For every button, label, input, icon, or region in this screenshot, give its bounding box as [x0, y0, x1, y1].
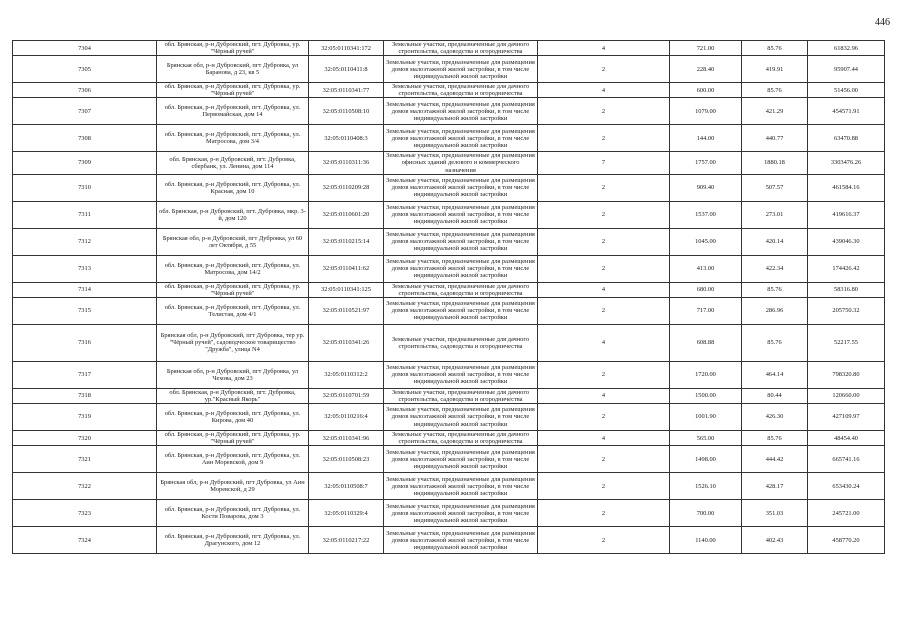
group-code-cell: 2	[538, 228, 670, 255]
cadastral-number-cell: 32:05:0110701:59	[309, 388, 384, 403]
cadastral-value-cell: 52217.55	[808, 324, 885, 361]
land-use-cell: Земельные участки, предназначенные для дачного строительства, садоводства и огородничества	[384, 282, 538, 297]
land-use-cell: Земельные участки, предназначенные для размещения домов малоэтажной жилой застройки, в том числе индивидуальной жилой застройки	[384, 361, 538, 388]
group-code-cell: 7	[538, 152, 670, 174]
address-cell: обл. Брянская, р-н Дубровский, пгт. Дубровка, ул. Телистая, дом 4/1	[157, 297, 309, 324]
group-code-cell: 2	[538, 255, 670, 282]
record-number: 7315	[13, 297, 157, 324]
record-number: 7321	[13, 446, 157, 473]
cadastral-number-cell: 32:05:0110411:62	[309, 255, 384, 282]
cadastral-value-cell: 174426.42	[808, 255, 885, 282]
specific-value-cell: 85.76	[742, 282, 808, 297]
specific-value-cell: 80.44	[742, 388, 808, 403]
cadastral-value-cell: 458770.20	[808, 527, 885, 554]
cadastral-number-cell: 32:05:0110341:77	[309, 83, 384, 98]
record-number: 7312	[13, 228, 157, 255]
cadastral-value-cell: 427109.97	[808, 404, 885, 431]
area-cell: 1720.00	[670, 361, 742, 388]
cadastral-value-cell: 95907.44	[808, 56, 885, 83]
cadastral-number-cell: 32:05:0110508:23	[309, 446, 384, 473]
cadastral-value-cell: 653430.24	[808, 473, 885, 500]
area-cell: 228.40	[670, 56, 742, 83]
table-row	[13, 282, 885, 297]
address-cell: обл. Брянская, р-н Дубровский, пгт. Дубровка, ул. Первомайская, дом 14	[157, 98, 309, 125]
record-number: 7306	[13, 83, 157, 98]
land-use-cell: Земельные участки, предназначенные для размещения офисных зданий делового и коммерческого назначения	[384, 152, 538, 174]
record-number: 7313	[13, 255, 157, 282]
group-code-cell: 2	[538, 56, 670, 83]
area-cell: 1001.90	[670, 404, 742, 431]
table-row	[13, 324, 885, 361]
address-cell: обл. Брянская, р-н Дубровский, пгт. Дубровка, ур. "Чёрный ручей"	[157, 41, 309, 56]
specific-value-cell: 426.30	[742, 404, 808, 431]
cadastral-number-cell: 32:05:0110601:20	[309, 201, 384, 228]
record-number: 7308	[13, 125, 157, 152]
table-row	[13, 255, 885, 282]
group-code-cell: 2	[538, 125, 670, 152]
area-cell: 1500.00	[670, 388, 742, 403]
land-use-cell: Земельные участки, предназначенные для размещения домов малоэтажной жилой застройки, в том числе индивидуальной жилой застройки	[384, 255, 538, 282]
land-register-table	[12, 40, 885, 554]
group-code-cell: 4	[538, 431, 670, 446]
group-code-cell: 2	[538, 174, 670, 201]
specific-value-cell: 273.01	[742, 201, 808, 228]
land-use-cell: Земельные участки, предназначенные для размещения домов малоэтажной жилой застройки, в том числе индивидуальной жилой застройки	[384, 404, 538, 431]
area-cell: 909.40	[670, 174, 742, 201]
address-cell: Брянская обл, р-н Дубровский, пгт Дубровка, ул Аин Моревской, д 29	[157, 473, 309, 500]
table-row	[13, 41, 885, 56]
land-use-cell: Земельные участки, предназначенные для размещения домов малоэтажной жилой застройки, в том числе индивидуальной жилой застройки	[384, 98, 538, 125]
address-cell: Брянская обл, р-н Дубровский, пгт Дубровка, тер ур. "Чёрный ручей", садоводческое товарищество "Дружба", улица N4	[157, 324, 309, 361]
cadastral-number-cell: 32:05:0110341:96	[309, 431, 384, 446]
group-code-cell: 2	[538, 201, 670, 228]
specific-value-cell: 419.91	[742, 56, 808, 83]
area-cell: 1045.00	[670, 228, 742, 255]
table-row	[13, 83, 885, 98]
area-cell: 717.00	[670, 297, 742, 324]
table-row	[13, 201, 885, 228]
area-cell: 1079.00	[670, 98, 742, 125]
group-code-cell: 2	[538, 98, 670, 125]
address-cell: обл. Брянская, р-н Дубровский, пгт. Дубровка, ур. "Чёрный ручей"	[157, 282, 309, 297]
record-number: 7307	[13, 98, 157, 125]
table-row	[13, 125, 885, 152]
group-code-cell: 2	[538, 500, 670, 527]
table-row	[13, 228, 885, 255]
address-cell: обл. Брянская, р-н Дубровский, пгт. Дубровка, ул. Драгунского, дом 12	[157, 527, 309, 554]
area-cell: 413.00	[670, 255, 742, 282]
specific-value-cell: 440.77	[742, 125, 808, 152]
area-cell: 144.00	[670, 125, 742, 152]
table-row	[13, 56, 885, 83]
specific-value-cell: 422.34	[742, 255, 808, 282]
land-use-cell: Земельные участки, предназначенные для размещения домов малоэтажной жилой застройки, в том числе индивидуальной жилой застройки	[384, 297, 538, 324]
group-code-cell: 2	[538, 297, 670, 324]
area-cell: 565.00	[670, 431, 742, 446]
record-number: 7311	[13, 201, 157, 228]
table-row	[13, 98, 885, 125]
group-code-cell: 4	[538, 324, 670, 361]
cadastral-value-cell: 58316.80	[808, 282, 885, 297]
specific-value-cell: 85.76	[742, 41, 808, 56]
specific-value-cell: 351.03	[742, 500, 808, 527]
specific-value-cell: 85.76	[742, 324, 808, 361]
address-cell: обл. Брянская, р-н Дубровский, пгт. Дубровка, мкр. 3-й, дом 120	[157, 201, 309, 228]
cadastral-value-cell: 245721.00	[808, 500, 885, 527]
table-row	[13, 297, 885, 324]
address-cell: обл. Брянская, р-н Дубровский, пгт. Дубровка, ул. Матросова, дом 3/4	[157, 125, 309, 152]
cadastral-value-cell: 419616.37	[808, 201, 885, 228]
address-cell: Брянская обл, р-н Дубровский, пгт Дубровка, ул Баранова, д 23, кв 5	[157, 56, 309, 83]
land-use-cell: Земельные участки, предназначенные для дачного строительства, садоводства и огородничества	[384, 324, 538, 361]
table-row	[13, 152, 885, 174]
group-code-cell: 2	[538, 473, 670, 500]
record-number: 7322	[13, 473, 157, 500]
cadastral-number-cell: 32:05:0110341:26	[309, 324, 384, 361]
record-number: 7309	[13, 152, 157, 174]
address-cell: обл. Брянская, р-н Дубровский, пгт. Дубровка, ул. Кости Поварова, дом 3	[157, 500, 309, 527]
cadastral-number-cell: 32:05:0110217:22	[309, 527, 384, 554]
table-row	[13, 431, 885, 446]
page-number: 446	[875, 17, 890, 28]
specific-value-cell: 1880.18	[742, 152, 808, 174]
specific-value-cell: 286.96	[742, 297, 808, 324]
specific-value-cell: 421.29	[742, 98, 808, 125]
cadastral-number-cell: 32:05:0110521:97	[309, 297, 384, 324]
area-cell: 608.88	[670, 324, 742, 361]
land-use-cell: Земельные участки, предназначенные для дачного строительства, садоводства и огородничества	[384, 388, 538, 403]
land-use-cell: Земельные участки, предназначенные для размещения домов малоэтажной жилой застройки, в том числе индивидуальной жилой застройки	[384, 527, 538, 554]
cadastral-number-cell: 32:05:0110341:125	[309, 282, 384, 297]
cadastral-number-cell: 32:05:0110411:8	[309, 56, 384, 83]
area-cell: 1140.00	[670, 527, 742, 554]
cadastral-number-cell: 32:05:0110508:10	[309, 98, 384, 125]
group-code-cell: 2	[538, 404, 670, 431]
cadastral-number-cell: 32:05:0110341:172	[309, 41, 384, 56]
table-row	[13, 473, 885, 500]
address-cell: обл. Брянская, р-н Дубровский, пгт. Дубровка, ур. "Чёрный ручей"	[157, 431, 309, 446]
area-cell: 721.00	[670, 41, 742, 56]
group-code-cell: 4	[538, 41, 670, 56]
record-number: 7316	[13, 324, 157, 361]
cadastral-value-cell: 3303476.26	[808, 152, 885, 174]
address-cell: обл. Брянская, р-н Дубровский, пгт. Дубровка, ур."Красный Якорь"	[157, 388, 309, 403]
cadastral-value-cell: 61832.96	[808, 41, 885, 56]
table-row	[13, 500, 885, 527]
cadastral-number-cell: 32:05:0110508:7	[309, 473, 384, 500]
address-cell: Брянская обл, р-н Дубровский, пгт Дубровка, ул 60 лет Октября, д 55	[157, 228, 309, 255]
group-code-cell: 4	[538, 388, 670, 403]
record-number: 7310	[13, 174, 157, 201]
cadastral-number-cell: 32:05:0110311:36	[309, 152, 384, 174]
cadastral-value-cell: 798320.80	[808, 361, 885, 388]
address-cell: обл. Брянская, р-н Дубровский, пгт. Дубровка, ур. "Чёрный ручей"	[157, 83, 309, 98]
record-number: 7317	[13, 361, 157, 388]
area-cell: 1537.00	[670, 201, 742, 228]
record-number: 7324	[13, 527, 157, 554]
group-code-cell: 4	[538, 282, 670, 297]
specific-value-cell: 402.43	[742, 527, 808, 554]
area-cell: 680.00	[670, 282, 742, 297]
land-use-cell: Земельные участки, предназначенные для размещения домов малоэтажной жилой застройки, в том числе индивидуальной жилой застройки	[384, 201, 538, 228]
cadastral-number-cell: 32:05:0110312:2	[309, 361, 384, 388]
group-code-cell: 2	[538, 361, 670, 388]
record-number: 7314	[13, 282, 157, 297]
group-code-cell: 4	[538, 83, 670, 98]
cadastral-number-cell: 32:05:0110408:3	[309, 125, 384, 152]
record-number: 7304	[13, 41, 157, 56]
land-use-cell: Земельные участки, предназначенные для размещения домов малоэтажной жилой застройки, в том числе индивидуальной жилой застройки	[384, 125, 538, 152]
record-number: 7318	[13, 388, 157, 403]
cadastral-number-cell: 32:05:0110209:28	[309, 174, 384, 201]
land-use-cell: Земельные участки, предназначенные для размещения домов малоэтажной жилой застройки, в том числе индивидуальной жилой застройки	[384, 473, 538, 500]
record-number: 7305	[13, 56, 157, 83]
cadastral-value-cell: 48454.40	[808, 431, 885, 446]
address-cell: Брянская обл, р-н Дубровский, пгт Дубровка, ул Чехова, дом 23	[157, 361, 309, 388]
cadastral-value-cell: 461584.16	[808, 174, 885, 201]
record-number: 7323	[13, 500, 157, 527]
address-cell: обл. Брянская, р-н Дубровский, пгт. Дубровка, ул. Матросова, дом 14/2	[157, 255, 309, 282]
address-cell: обл. Брянская, р-н Дубровский, пгт. Дубровка, ул. Красная, дом 10	[157, 174, 309, 201]
land-use-cell: Земельные участки, предназначенные для размещения домов малоэтажной жилой застройки, в том числе индивидуальной жилой застройки	[384, 446, 538, 473]
cadastral-number-cell: 32:05:0110216:4	[309, 404, 384, 431]
group-code-cell: 2	[538, 527, 670, 554]
cadastral-value-cell: 51456.00	[808, 83, 885, 98]
table-row	[13, 361, 885, 388]
cadastral-value-cell: 439046.30	[808, 228, 885, 255]
area-cell: 1498.00	[670, 446, 742, 473]
cadastral-number-cell: 32:05:0110329:4	[309, 500, 384, 527]
cadastral-number-cell: 32:05:0110215:14	[309, 228, 384, 255]
address-cell: обл. Брянская, р-н Дубровский, пгт. Дубровка, ул. Аин Моревской, дом 9	[157, 446, 309, 473]
specific-value-cell: 507.57	[742, 174, 808, 201]
land-use-cell: Земельные участки, предназначенные для размещения домов малоэтажной жилой застройки, в том числе индивидуальной жилой застройки	[384, 174, 538, 201]
area-cell: 700.00	[670, 500, 742, 527]
area-cell: 1526.10	[670, 473, 742, 500]
record-number: 7320	[13, 431, 157, 446]
cadastral-value-cell: 63470.88	[808, 125, 885, 152]
land-use-cell: Земельные участки, предназначенные для дачного строительства, садоводства и огородничества	[384, 83, 538, 98]
cadastral-value-cell: 454571.91	[808, 98, 885, 125]
specific-value-cell: 85.76	[742, 431, 808, 446]
table-body	[13, 41, 885, 554]
land-use-cell: Земельные участки, предназначенные для размещения домов малоэтажной жилой застройки, в том числе индивидуальной жилой застройки	[384, 228, 538, 255]
specific-value-cell: 464.14	[742, 361, 808, 388]
land-use-cell: Земельные участки, предназначенные для размещения домов малоэтажной жилой застройки, в том числе индивидуальной жилой застройки	[384, 56, 538, 83]
table-row	[13, 446, 885, 473]
address-cell: обл. Брянская, р-н Дубровский, пгт. Дубровка, сбербанк, ул. Ленина, дом 114	[157, 152, 309, 174]
table-row	[13, 388, 885, 403]
table-row	[13, 404, 885, 431]
land-use-cell: Земельные участки, предназначенные для дачного строительства, садоводства и огородничества	[384, 431, 538, 446]
table-row	[13, 527, 885, 554]
land-use-cell: Земельные участки, предназначенные для дачного строительства, садоводства и огородничества	[384, 41, 538, 56]
area-cell: 1757.00	[670, 152, 742, 174]
specific-value-cell: 85.76	[742, 83, 808, 98]
cadastral-value-cell: 665741.16	[808, 446, 885, 473]
record-number: 7319	[13, 404, 157, 431]
group-code-cell: 2	[538, 446, 670, 473]
address-cell: обл. Брянская, р-н Дубровский, пгт. Дубровка, ул. Кирова, дом 40	[157, 404, 309, 431]
cadastral-value-cell: 120660.00	[808, 388, 885, 403]
cadastral-value-cell: 205750.32	[808, 297, 885, 324]
specific-value-cell: 444.42	[742, 446, 808, 473]
specific-value-cell: 420.14	[742, 228, 808, 255]
specific-value-cell: 428.17	[742, 473, 808, 500]
table-row	[13, 174, 885, 201]
area-cell: 600.00	[670, 83, 742, 98]
land-use-cell: Земельные участки, предназначенные для размещения домов малоэтажной жилой застройки, в том числе индивидуальной жилой застройки	[384, 500, 538, 527]
